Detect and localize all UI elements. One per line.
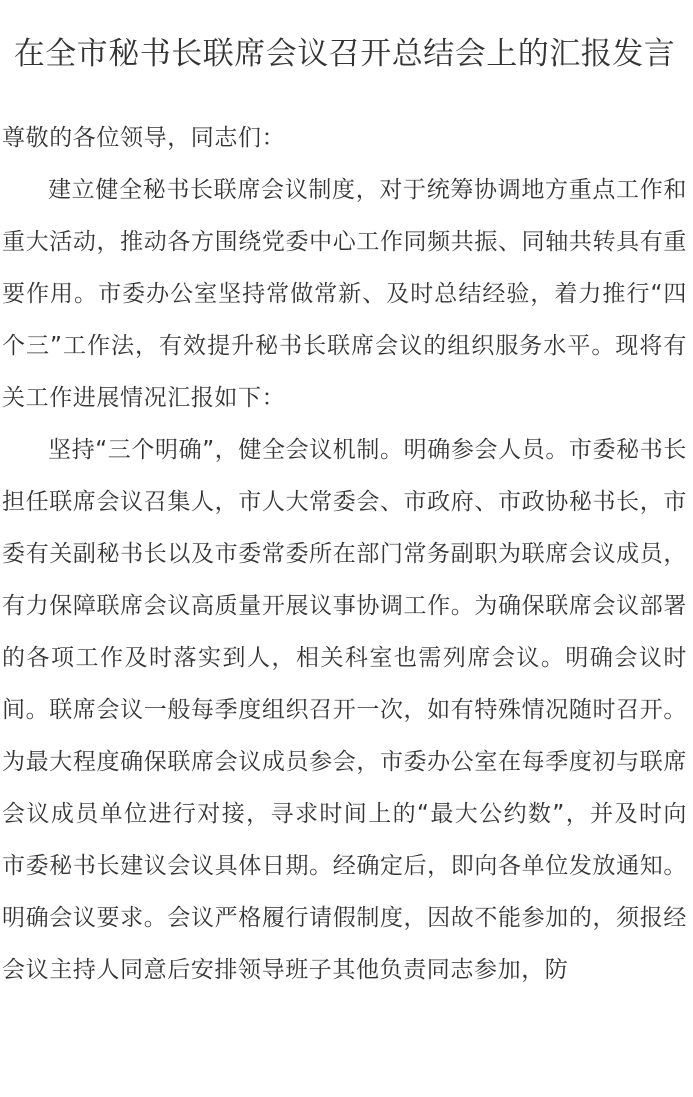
paragraph-intro: 建立健全秘书长联席会议制度，对于统筹协调地方重点工作和重大活动，推动各方围绕党委中心工作同频共振、同轴共转具有重要作用。市委办公室坚持常做常新、及时总结经验，着力推行“四个三”工作法，有效提升秘书长联席会议的组织服务水平。现将有关工作进展情况汇报如下：: [2, 177, 687, 411]
article-body: [2, 112, 687, 996]
paragraph-three-clarities: 坚持“三个明确”，健全会议机制。明确参会人员。市委秘书长担任联席会议召集人，市人大常委会、市政府、市政协秘书长，市委有关副秘书长以及市委常委所在部门常务副职为联席会议成员，有力保障联席会议高质量开展议事协调工作。为确保联席会议部署的各项工作及时落实到人，相关科室也需列席会议。明确会议时间。联席会议一般每季度组织召开一次，如有特殊情况随时召开。为最大程度确保联席会议成员参会，市委办公室在每季度初与联席会议成员单位进行对接，寻求时间上的“最大公约数”，并及时向市委秘书长建议会议具体日期。经确定后，即向各单位发放通知。明确会议要求。会议严格履行请假制度，因故不能参加的，须报经会议主持人同意后安排领导班子其他负责同志参加，防: [2, 437, 687, 983]
salutation: 尊敬的各位领导，同志们：: [2, 125, 286, 151]
article-title: 在全市秘书长联席会议召开总结会上的汇报发言: [13, 36, 676, 72]
